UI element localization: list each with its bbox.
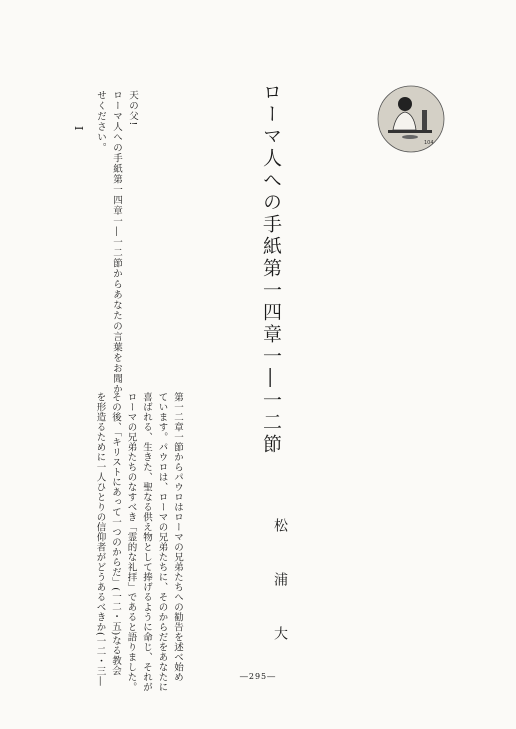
body-line: 喜ばれる、生きた、聖なる供え物として捧げるように命じ、それが [141, 392, 152, 692]
author-name: 松浦大 [272, 518, 288, 680]
bottle-icon [422, 110, 427, 130]
body-line: その後、「キリストにあって一つのからだ」(一二・五)なる教会 [110, 392, 121, 676]
head-icon [398, 97, 412, 111]
illustration-number: 104 [424, 140, 434, 146]
prayer-line: ローマ人への手紙第一四章一―一二節からあなたの言葉をお聞か [111, 90, 122, 395]
prayer-line: 天の父! [127, 90, 138, 127]
page-number: ―295― [239, 672, 277, 681]
prayer-block [92, 90, 140, 395]
body-line: を形造るために一人ひとりの信仰者がどうあるべきか(一二・三― [94, 392, 106, 687]
section-numeral: I [72, 126, 85, 131]
body-line: ローマの兄弟たちのなすべき「霊的な礼拝」であると語りました。 [125, 392, 137, 692]
page-title: ローマ人への手紙第一四章一―一二節 [260, 82, 282, 456]
illustration-seal [376, 84, 446, 154]
body-line: ています。パウロは、ローマの兄弟たちに、そのからだをあなたに [156, 392, 168, 692]
prayer-line: せください。 [95, 90, 106, 153]
body-text [92, 392, 185, 692]
body-line: 第一二章一節からパウロはローマの兄弟たちへの勧告を述べ始め [172, 392, 183, 682]
